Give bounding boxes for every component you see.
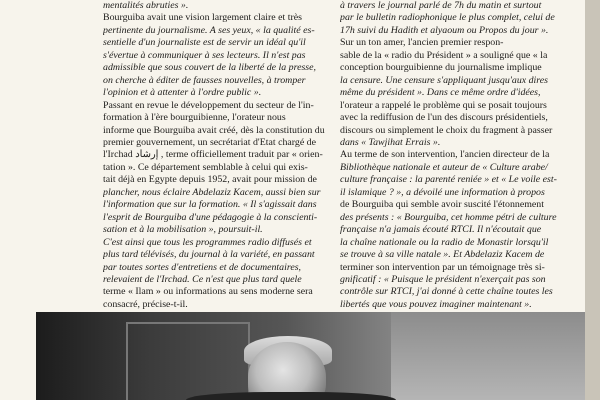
text-line: l'information que sur la formation. « Il s'agissait dans: [103, 199, 317, 211]
text-line: Passant en revue le développement du secteur de l'in-: [103, 99, 314, 111]
text-line: plancher, nous éclaire Abdelaziz Kacem, aussi bien sur: [103, 186, 321, 198]
article-column-right: [340, 0, 568, 311]
text-line: des présents : « Bourguiba, cet homme pétri de culture: [340, 211, 557, 223]
page-edge: [585, 0, 600, 400]
text-line: française n'a jamais écouté RTCI. Il n'écoutait que: [340, 224, 542, 236]
text-line: terme « Ilam » ou informations au sens moderne sera: [103, 286, 313, 298]
text-line: culture française : la parenté reniée » et « Le voile est-: [340, 174, 557, 186]
text-line: relevaient de l'Irchad. Ce n'est que plus tard quele: [103, 273, 302, 285]
text-line: admissible que sous couvert de la liberté de la presse,: [103, 62, 317, 74]
photo-picture-frame: [126, 322, 250, 400]
text-line: à travers le journal parlé de 7h du matin et surtout: [340, 0, 542, 11]
text-line: discours ou simplement le choix du fragment à passer: [340, 124, 553, 136]
text-line: gnificatif : « Puisque le président n'exerçait pas son: [340, 273, 546, 285]
photo-wall-panel: [391, 312, 590, 400]
text-line: la chaîne nationale ou la radio de Monastir lorsqu'il: [340, 236, 549, 248]
text-line: Au terme de son intervention, l'ancien directeur de la: [340, 149, 550, 161]
text-line: tation ». Ce département semblable à celui qui exis-: [103, 161, 308, 173]
text-line: s'évertue à communiquer à ses lecteurs. Il n'est pas: [103, 49, 306, 61]
text-line: contrôle sur RTCI, j'ai donné à cette chaîne toutes les: [340, 286, 553, 298]
text-line: conception bourguibienne du journalisme implique: [340, 62, 542, 74]
text-line: Bibliothèque nationale et auteur de « Culture arabe/: [340, 161, 548, 173]
text-line: l'opinion et à attenter à l'ordre public ».: [103, 87, 262, 99]
text-line: par le bulletin radiophonique le plus complet, celui de: [340, 12, 555, 24]
text-line: consacré, précise-t-il.: [103, 298, 188, 310]
text-line: libertés que vous pouvez imaginer maintenant ».: [340, 298, 532, 310]
text-line: sentielle d'un journaliste est de servir un idéal qu'il: [103, 37, 306, 49]
text-line: par toutes sortes d'entretiens et de documentaires,: [103, 261, 302, 273]
text-line: l'esprit de Bourguiba d'une pédagogie à la conscienti-: [103, 211, 318, 223]
text-line: mentalités abruties ».: [103, 0, 189, 11]
text-line: l'Irchad إرشاد , terme officiellement traduit par « orien-: [103, 149, 323, 161]
text-line: formation à l'ère bourguibienne, l'orateur nous: [103, 112, 286, 124]
portrait-photo: [36, 312, 590, 400]
photo-shoulders: [186, 392, 396, 400]
text-line: la censure. Une censure s'appliquant jusqu'aux dires: [340, 74, 549, 86]
text-line: sation et à la mobilisation », poursuit-il.: [103, 224, 263, 236]
text-line: dans « Tawjihat Errais ».: [340, 136, 441, 148]
text-line: l'orateur a rappelé le problème qui se posait toujours: [340, 99, 547, 111]
text-line: il islamique ? », a dévoilé une information à propos: [340, 186, 545, 198]
text-line: premier gouvernement, un secrétariat d'Etat chargé de: [103, 136, 316, 148]
text-line: se trouve à sa ville natale ». Et Abdelaziz Kacem de: [340, 249, 545, 261]
text-line: 17h suivi du Hadith et alyaoum ou Propos du jour ».: [340, 24, 549, 36]
text-line: plus tard télévisés, du journal à la variété, en passant: [103, 249, 315, 261]
text-line: Sur un ton amer, l'ancien premier respon-: [340, 37, 504, 49]
text-line: Bourguiba avait une vision largement claire et très: [103, 12, 302, 24]
text-line: pertinente du journalisme. A ses yeux, « la qualité es-: [103, 24, 315, 36]
text-line: informe que Bourguiba avait créé, dès la constitution du: [103, 124, 325, 136]
article-column-left: [103, 0, 333, 311]
text-line: sable de la « radio du Président » a souligné que « la: [340, 49, 548, 61]
text-line: même du président ». Dans ce même ordre d'idées,: [340, 87, 541, 99]
text-line: terminer son intervention par un témoignage très si-: [340, 261, 545, 273]
text-line: C'est ainsi que tous les programmes radio diffusés et: [103, 236, 312, 248]
text-line: tait déjà en Egypte depuis 1952, avait pour mission de: [103, 174, 317, 186]
text-line: on cherche à éditer de fausses nouvelles, à tromper: [103, 74, 306, 86]
text-line: de Bourguiba qui semble avoir suscité l'étonnement: [340, 199, 544, 211]
text-line: avec la rediffusion de l'un des discours présidentiels,: [340, 112, 548, 124]
